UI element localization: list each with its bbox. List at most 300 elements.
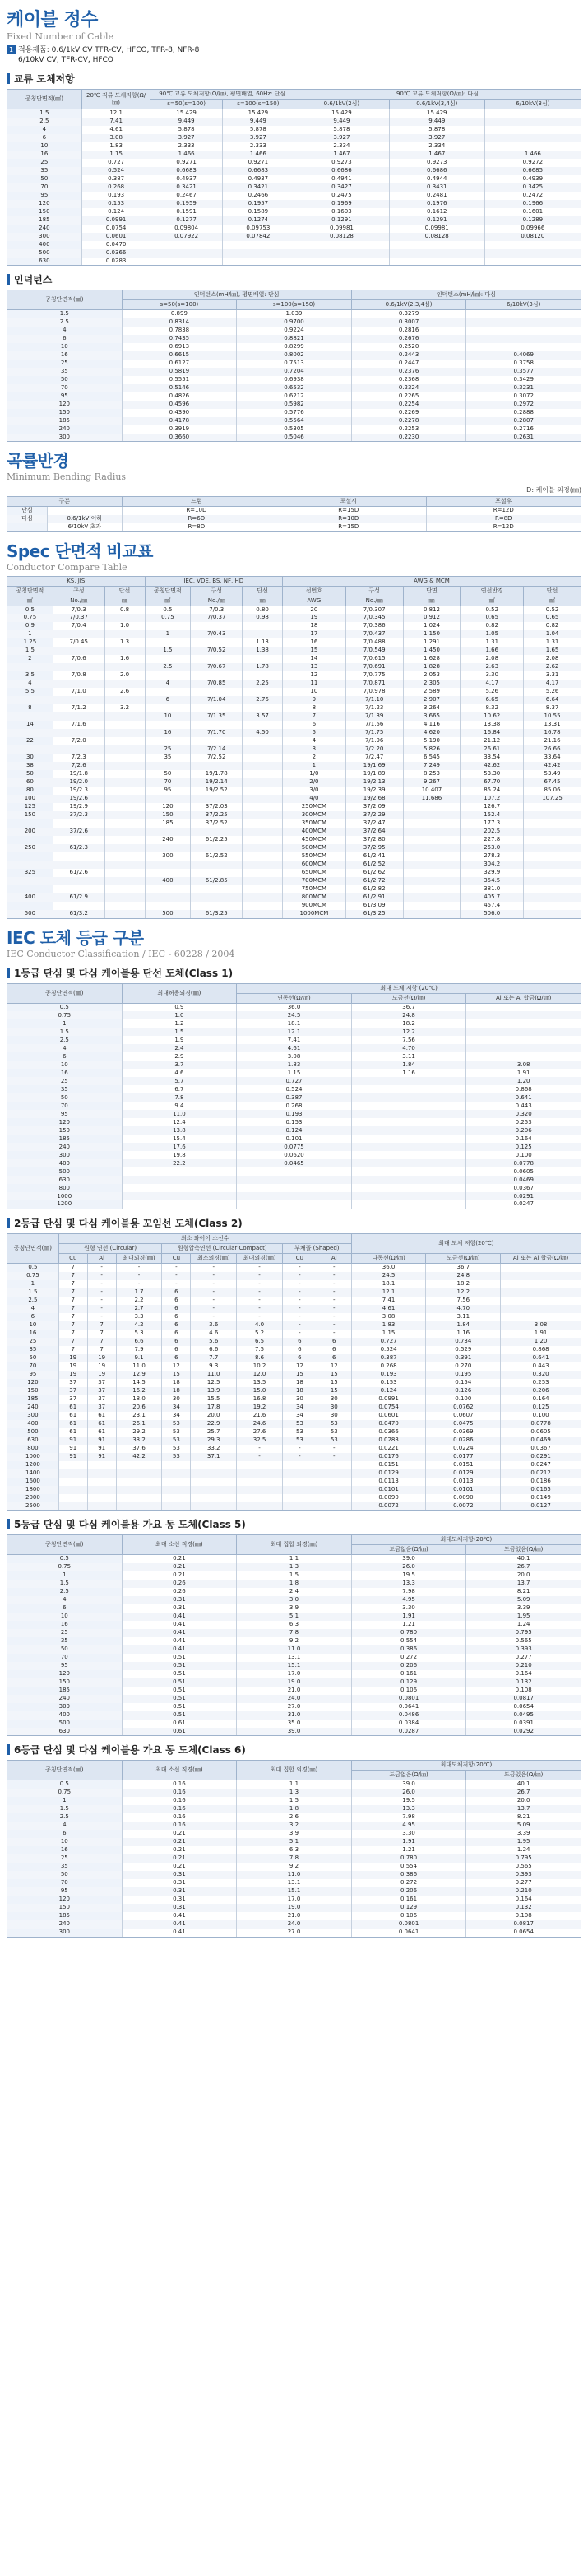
table-cell: 0.206 — [351, 1662, 466, 1670]
table-cell — [145, 622, 191, 630]
table-cell: 50 — [145, 770, 191, 778]
table-cell: 0.5819 — [122, 368, 237, 376]
table-cell: 8 — [7, 704, 53, 712]
table-cell: 0.2888 — [466, 409, 581, 417]
table-row — [7, 1052, 581, 1061]
table-cell: 61/2.91 — [345, 893, 403, 902]
table-cell: 0.6938 — [237, 376, 352, 384]
table-cell: 1.5 — [7, 310, 123, 318]
table-cell — [243, 819, 283, 828]
table-cell: 0.268 — [237, 1102, 352, 1110]
table-cell: 70 — [7, 1654, 123, 1662]
table-cell: 0.21 — [122, 1846, 237, 1854]
table-cell: 10 — [145, 712, 191, 721]
table-cell: 0.0754 — [81, 225, 150, 233]
table-cell: 34 — [162, 1412, 191, 1420]
table-cell: 0.51 — [122, 1678, 237, 1687]
table-cell: 300 — [145, 852, 191, 861]
table-cell: 0.2265 — [351, 392, 466, 401]
table-cell: 0.795 — [466, 1629, 581, 1637]
col-header: 도금없음(Ω/㎞) — [351, 1771, 466, 1780]
table-cell: 2 — [7, 655, 53, 663]
table-cell: 1200 — [7, 1200, 123, 1209]
table-cell: 0.41 — [122, 1920, 237, 1929]
table-cell — [524, 893, 581, 902]
table-cell: 0.0469 — [501, 1437, 581, 1445]
table-row — [7, 630, 581, 638]
table-cell: 20.0 — [191, 1412, 237, 1420]
table-cell: 0.9 — [122, 1003, 237, 1011]
table-cell: 11.0 — [122, 1110, 237, 1118]
table-cell: 5.1 — [237, 1838, 352, 1846]
table-cell: 7/0.978 — [345, 688, 403, 696]
col-header: AWG & MCM — [283, 576, 581, 586]
table-cell: 0.164 — [501, 1395, 581, 1404]
col-header: 20℃ 직류 도체저항(Ω/㎞) — [81, 90, 150, 109]
table-cell: 0.41 — [122, 1929, 237, 1937]
table-row — [7, 1019, 581, 1028]
table-cell: 6 — [162, 1346, 191, 1354]
table-cell: 22 — [7, 737, 53, 745]
table-cell: 3.08 — [466, 1061, 581, 1069]
table-cell — [191, 1486, 237, 1494]
spec-subtitle: Conductor Compare Table — [7, 561, 127, 573]
table-cell: 0.210 — [466, 1662, 581, 1670]
table-cell: 20.0 — [466, 1797, 581, 1805]
table-cell: 6.5 — [237, 1338, 283, 1346]
table-cell: 325 — [7, 869, 53, 877]
table-cell: 0.41 — [122, 1629, 237, 1637]
table-cell — [466, 1011, 581, 1019]
table-cell — [191, 869, 243, 877]
table-cell: 0.2269 — [351, 409, 466, 417]
table-cell: 0.09981 — [389, 225, 484, 233]
table-cell: 1.05 — [461, 630, 524, 638]
table-cell: 0.6532 — [237, 384, 352, 392]
table-cell: 3.264 — [403, 704, 461, 712]
table-row — [7, 434, 581, 442]
table-cell — [243, 828, 283, 836]
table-row — [7, 175, 581, 183]
table-cell: 7 — [58, 1280, 87, 1288]
table-cell: 0.2467 — [150, 192, 222, 200]
table-cell: 18 — [282, 1379, 317, 1387]
unit-header: ㎟ — [7, 596, 53, 606]
col-header: 공칭단면적(㎟) — [7, 1535, 123, 1555]
table-cell: 0.393 — [466, 1871, 581, 1879]
table-cell: 4.50 — [243, 729, 283, 737]
table-cell: 67.70 — [461, 778, 524, 787]
table-cell: - — [87, 1313, 116, 1321]
table-cell: 0.5046 — [237, 434, 352, 442]
table-cell: 17.8 — [191, 1404, 237, 1412]
table-cell: 4 — [7, 126, 82, 134]
table-cell: 0.0151 — [351, 1461, 426, 1469]
table-cell: 34 — [162, 1404, 191, 1412]
table-cell: 4 — [7, 1596, 123, 1604]
table-row — [7, 192, 581, 200]
table-cell: - — [237, 1288, 283, 1297]
table-cell: 13.5 — [237, 1379, 283, 1387]
table-cell: 3.30 — [351, 1830, 466, 1838]
table-cell: 7/0.45 — [53, 638, 104, 647]
table-cell: 37/2.64 — [345, 828, 403, 836]
table-cell — [7, 861, 53, 869]
table-cell — [150, 241, 222, 249]
table-cell: 0.1277 — [150, 216, 222, 225]
table-cell: 1.15 — [81, 151, 150, 159]
table-cell — [243, 787, 283, 795]
table-row — [7, 351, 581, 360]
table-row — [7, 1720, 581, 1728]
table-row — [7, 844, 581, 852]
table-cell: 4.61 — [81, 126, 150, 134]
table-cell: 0.0072 — [426, 1502, 501, 1511]
table-cell: 107.2 — [461, 795, 524, 803]
table-cell: 202.5 — [461, 828, 524, 836]
bending-subtitle: Minimum Bending Radius — [7, 471, 127, 483]
table-cell: 7.5 — [237, 1346, 283, 1354]
table-row — [7, 109, 581, 118]
table-cell: 21.12 — [461, 737, 524, 745]
table-cell: 0.195 — [426, 1371, 501, 1379]
table-cell: 300 — [7, 1151, 123, 1159]
table-cell: 12.1 — [81, 109, 150, 118]
ac-resistance-body — [7, 109, 581, 266]
col-header: 최대도체저항(20℃) — [351, 1535, 581, 1545]
table-cell: 53 — [162, 1437, 191, 1445]
col-header: s=50(s=100) — [122, 300, 237, 310]
table-cell — [466, 1044, 581, 1052]
table-cell: 0.386 — [351, 1871, 466, 1879]
table-cell — [243, 902, 283, 910]
table-cell — [243, 721, 283, 729]
table-cell: 7.98 — [351, 1813, 466, 1822]
table-cell: 26.61 — [461, 745, 524, 754]
table-cell: - — [317, 1321, 351, 1330]
table-cell: 9.449 — [294, 118, 389, 126]
table-cell: 4.17 — [524, 680, 581, 688]
table-cell: 0.1959 — [150, 200, 222, 208]
table-cell: 19 — [87, 1371, 116, 1379]
table-cell — [53, 885, 104, 893]
table-cell: 0.2972 — [466, 401, 581, 409]
table-cell: 7.8 — [237, 1854, 352, 1863]
table-cell: 0.387 — [81, 175, 150, 183]
table-cell — [403, 902, 461, 910]
table-cell: 0.51 — [122, 1662, 237, 1670]
table-cell — [524, 877, 581, 885]
table-cell: 2.08 — [461, 655, 524, 663]
table-cell: 1.466 — [484, 151, 581, 159]
table-cell: - — [87, 1305, 116, 1313]
table-cell: 16 — [7, 1846, 123, 1854]
table-cell: 0.3429 — [466, 376, 581, 384]
table-cell: 3.2 — [104, 704, 145, 712]
table-cell: 35 — [7, 1637, 123, 1645]
unit-header: AWG — [283, 596, 346, 606]
table-cell: 37 — [87, 1379, 116, 1387]
table-cell — [104, 680, 145, 688]
table-cell: 4 — [7, 680, 53, 688]
table-cell: 12.9 — [116, 1371, 162, 1379]
table-cell — [104, 712, 145, 721]
table-cell: 1.0 — [122, 1011, 237, 1019]
table-cell: 185 — [7, 216, 82, 225]
table-cell: 1 — [7, 1280, 59, 1288]
table-cell: 33.54 — [461, 754, 524, 762]
table-cell: 240 — [7, 1920, 123, 1929]
table-cell: 19/2.3 — [53, 787, 104, 795]
table-cell: 2.333 — [222, 142, 294, 151]
table-cell: - — [317, 1305, 351, 1313]
table-cell: 8.21 — [466, 1813, 581, 1822]
table-cell: - — [162, 1280, 191, 1288]
col-header: 인덕턴스(mH/㎞), 평면배열: 단심 — [122, 290, 351, 300]
table-cell: 1 — [7, 630, 53, 638]
table-cell: 37/2.52 — [191, 819, 243, 828]
table-row — [7, 1313, 581, 1321]
table-cell: 18.2 — [351, 1019, 466, 1028]
table-cell — [237, 1461, 283, 1469]
col-header: 최대 소선 직경(㎜) — [122, 1535, 237, 1555]
table-cell — [104, 696, 145, 704]
table-cell: 0.206 — [501, 1387, 581, 1395]
table-cell: 4.61 — [237, 1044, 352, 1052]
table-cell: 0.0291 — [501, 1453, 581, 1461]
table-cell: 0.9700 — [237, 318, 352, 327]
col-header: s=100(s=150) — [222, 100, 294, 109]
table-cell: 37/2.03 — [191, 803, 243, 811]
table-cell: 1 — [145, 630, 191, 638]
table-cell: 13.1 — [237, 1879, 352, 1887]
table-cell: 37.6 — [116, 1445, 162, 1453]
table-cell: 0.164 — [466, 1670, 581, 1678]
table-cell — [191, 1478, 237, 1486]
table-cell: 0.4944 — [389, 175, 484, 183]
table-cell: 3.57 — [243, 712, 283, 721]
table-cell: - — [282, 1263, 317, 1271]
table-cell: 4 — [7, 1305, 59, 1313]
table-row — [7, 1469, 581, 1478]
table-cell: 0.9272 — [484, 159, 581, 167]
table-cell: 185 — [7, 1687, 123, 1695]
table-cell — [116, 1478, 162, 1486]
table-cell: 0.524 — [81, 167, 150, 175]
table-cell — [243, 803, 283, 811]
table-cell: - — [282, 1272, 317, 1280]
table-cell: 1.04 — [524, 630, 581, 638]
table-cell: 4 — [7, 1822, 123, 1830]
col-header: Al — [317, 1253, 351, 1263]
heading-text: 인덕턴스 — [14, 274, 53, 286]
table-cell — [351, 1093, 466, 1102]
table-cell: 0.124 — [237, 1126, 352, 1135]
table-cell: 3.927 — [389, 134, 484, 142]
table-cell: 39.0 — [237, 1728, 352, 1736]
table-cell: 15 — [162, 1371, 191, 1379]
table-cell: 0.0186 — [501, 1478, 581, 1486]
table-cell — [243, 655, 283, 663]
table-row — [7, 1176, 581, 1184]
table-cell: 31.0 — [237, 1711, 352, 1720]
table-cell: 7/2.47 — [345, 754, 403, 762]
col-header: 공칭단면적(㎟) — [7, 290, 123, 310]
table-cell: 0.386 — [351, 1645, 466, 1654]
table-cell: 6 — [162, 1354, 191, 1362]
table-cell: 1.15 — [237, 1069, 352, 1077]
table-row — [7, 712, 581, 721]
table-cell — [162, 1494, 191, 1502]
table-cell: 1.5 — [145, 647, 191, 655]
table-cell — [145, 688, 191, 696]
table-cell — [87, 1494, 116, 1502]
table-cell: 0.0495 — [466, 1711, 581, 1720]
table-cell — [222, 258, 294, 266]
table-cell: 1800 — [7, 1486, 59, 1494]
table-cell: 6.65 — [461, 696, 524, 704]
table-row — [7, 241, 581, 249]
table-cell: 24.6 — [237, 1420, 283, 1428]
class6-table — [7, 1760, 581, 1937]
table-row — [7, 142, 581, 151]
table-row — [7, 1629, 581, 1637]
table-cell: 0.09981 — [294, 225, 389, 233]
table-cell: 30 — [282, 1395, 317, 1404]
table-cell: 6 — [162, 1338, 191, 1346]
table-cell: 7 — [58, 1330, 87, 1338]
table-cell: 13.1 — [237, 1654, 352, 1662]
table-cell: 1.21 — [351, 1846, 466, 1854]
table-cell — [145, 671, 191, 680]
table-cell: - — [191, 1272, 237, 1280]
table-cell: - — [317, 1288, 351, 1297]
table-cell: 19/2.13 — [345, 778, 403, 787]
table-cell: - — [237, 1305, 283, 1313]
table-cell: 0.727 — [237, 1077, 352, 1085]
table-cell: 120 — [7, 200, 82, 208]
table-cell: 0.0292 — [466, 1728, 581, 1736]
table-cell: 10 — [7, 1061, 123, 1069]
table-cell — [145, 885, 191, 893]
table-row — [7, 1126, 581, 1135]
table-cell: 11.686 — [403, 795, 461, 803]
table-row — [7, 1297, 581, 1305]
table-row — [7, 1929, 581, 1937]
table-cell: 3.08 — [237, 1052, 352, 1061]
table-cell: 506.0 — [461, 910, 524, 918]
heading-text: 교류 도체저항 — [14, 73, 75, 85]
table-cell: 4.17 — [461, 680, 524, 688]
table-row — [7, 1571, 581, 1580]
table-cell: 4.70 — [351, 1044, 466, 1052]
table-cell: 0.132 — [466, 1904, 581, 1912]
table-cell: 2.334 — [389, 142, 484, 151]
table-cell: 3.39 — [466, 1604, 581, 1613]
table-cell: 0.9 — [7, 622, 53, 630]
table-cell — [466, 335, 581, 343]
table-row — [7, 233, 581, 241]
table-cell: 0.0129 — [351, 1469, 426, 1478]
table-row — [7, 1854, 581, 1863]
table-cell: 0.3919 — [122, 425, 237, 434]
table-cell: 0.41 — [122, 1621, 237, 1629]
table-cell — [403, 852, 461, 861]
table-cell: 4.116 — [403, 721, 461, 729]
table-cell: 5.6 — [191, 1338, 237, 1346]
table-cell: 2.305 — [403, 680, 461, 688]
table-cell: 0.0367 — [501, 1445, 581, 1453]
table-cell: 7.98 — [351, 1588, 466, 1596]
table-cell: 30 — [317, 1404, 351, 1412]
table-cell: 15.1 — [237, 1887, 352, 1896]
table-cell: 5.878 — [389, 126, 484, 134]
table-cell: 7/1.96 — [345, 737, 403, 745]
table-cell — [53, 712, 104, 721]
table-row — [7, 819, 581, 828]
col-header: 도금있음(Ω/㎞) — [466, 1771, 581, 1780]
table-cell: 7/2.0 — [53, 737, 104, 745]
col-header: 최소외경(㎜) — [191, 1253, 237, 1263]
table-cell: 0.51 — [122, 1711, 237, 1720]
col-header: 90℃ 교류 도체저항(Ω/㎞): 다심 — [294, 90, 581, 100]
table-cell: 405.7 — [461, 893, 524, 902]
table-cell: 50 — [7, 376, 123, 384]
table-cell: 4.0 — [237, 1321, 283, 1330]
table-cell — [104, 630, 145, 638]
table-cell: 16.2 — [116, 1387, 162, 1395]
table-cell — [484, 118, 581, 126]
table-row — [7, 671, 581, 680]
table-cell — [162, 1478, 191, 1486]
col-header: 선번호 — [283, 586, 346, 596]
table-cell: 0.08120 — [484, 233, 581, 241]
table-cell: 1 — [7, 1019, 123, 1028]
table-cell: 39.0 — [351, 1555, 466, 1563]
table-cell: 4.2 — [116, 1321, 162, 1330]
table-cell: 10 — [283, 688, 346, 696]
table-cell: 29.3 — [191, 1437, 237, 1445]
table-cell: 0.0101 — [351, 1486, 426, 1494]
table-cell: 6 — [145, 696, 191, 704]
table-cell — [104, 877, 145, 885]
table-cell: 150 — [7, 1904, 123, 1912]
table-cell — [243, 910, 283, 918]
table-cell: 0.2253 — [351, 425, 466, 434]
table-cell: 7/2.52 — [191, 754, 243, 762]
table-cell: 0.6/1kV 이하 — [47, 515, 122, 523]
table-row — [7, 1838, 581, 1846]
table-cell: 0.0221 — [351, 1445, 426, 1453]
table-cell: 14 — [7, 721, 53, 729]
table-cell: 304.2 — [461, 861, 524, 869]
table-cell: 16 — [7, 1069, 123, 1077]
table-cell: 50 — [7, 1093, 123, 1102]
table-cell: 0.0165 — [501, 1486, 581, 1494]
table-cell: R=15D — [271, 523, 426, 531]
table-cell: - — [191, 1305, 237, 1313]
table-cell: 13.8 — [122, 1126, 237, 1135]
table-cell — [501, 1263, 581, 1271]
table-cell: 0.6615 — [122, 351, 237, 360]
table-cell: 5.26 — [524, 688, 581, 696]
table-row — [7, 1011, 581, 1019]
table-cell: 0.41 — [122, 1613, 237, 1621]
table-row — [7, 1305, 581, 1313]
table-row — [7, 417, 581, 425]
table-cell — [145, 844, 191, 852]
table-cell — [87, 1469, 116, 1478]
